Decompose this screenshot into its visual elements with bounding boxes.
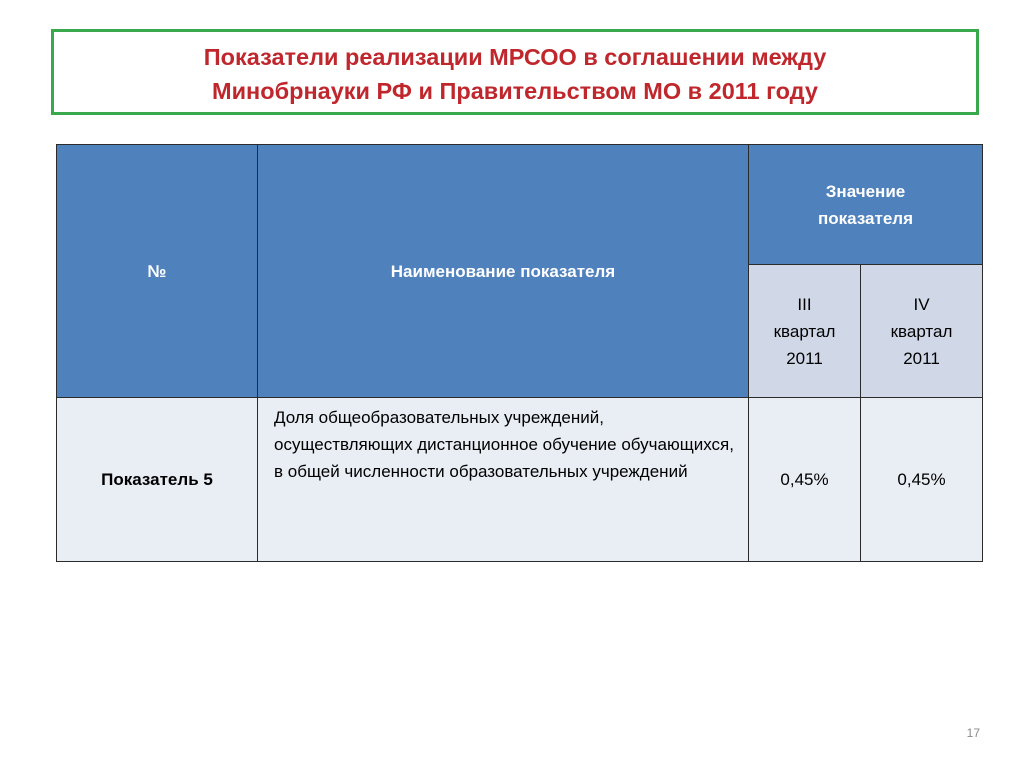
header-value — [749, 145, 983, 265]
header-q3-2011: III квартал 2011 — [749, 265, 861, 398]
row-value-q4: 0,45% — [861, 398, 983, 562]
indicators-table — [56, 144, 983, 562]
header-number: № — [57, 145, 258, 398]
table-row — [57, 398, 983, 562]
page-number: 17 — [966, 726, 980, 740]
row-indicator-name: Доля общеобразовательных учреждений, осуществляющих дистанционное обучение обучающихся, в общей численности образовательных учреждений — [258, 398, 749, 562]
slide-title: Показатели реализации МРСОО в соглашении между Минобрнауки РФ и Правительством МО в 2011 году — [203, 43, 827, 104]
header-row — [57, 145, 983, 265]
header-indicator-name: Наименование показателя — [258, 145, 749, 398]
slide-title-box — [51, 29, 979, 115]
row-label: Показатель 5 — [57, 398, 258, 562]
header-q4-2011: IV квартал 2011 — [861, 265, 983, 398]
row-value-q3: 0,45% — [749, 398, 861, 562]
header-value-text: Значение показателя — [818, 181, 914, 228]
